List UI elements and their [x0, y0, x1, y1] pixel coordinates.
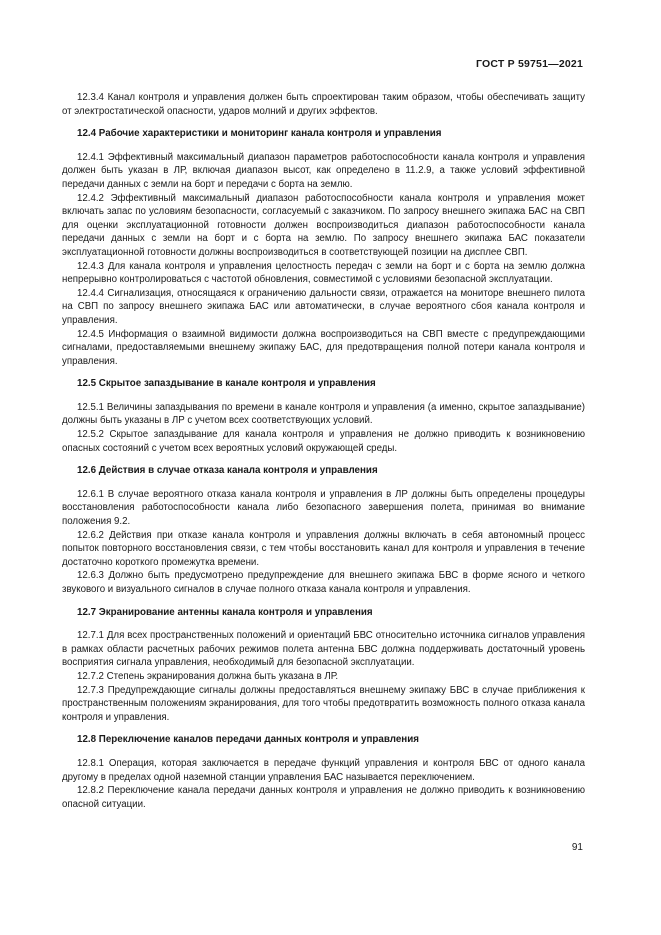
page-number: 91: [571, 842, 583, 853]
paragraph-12-6-1: 12.6.1 В случае вероятного отказа канала контроля и управления в ЛР должны быть определены процедуры восстановления работоспособности канала либо безопасного завершения полета, принимая во внимание положения 9.2.: [62, 488, 585, 528]
paragraph-12-4-5: 12.4.5 Информация о взаимной видимости должна воспроизводиться на СВП вместе с предупреждающими сигналами, предоставляемыми внешнему экипажу БАС, для предотвращения полной потери канала контроля и управления.: [62, 328, 585, 367]
paragraph-12-7-3: 12.7.3 Предупреждающие сигналы должны предоставляться внешнему экипажу БВС в случае приближения к пространственным положениям экранирования, для того чтобы предотвратить возможность полного отказа канала контроля и управления.: [62, 684, 585, 723]
paragraph-12-5-1: 12.5.1 Величины запаздывания по времени в канале контроля и управления (а именно, скрытое запаздывание) должны быть указаны в ЛР с учетом всех соответствующих условий.: [62, 401, 585, 427]
paragraph-12-8-2: 12.8.2 Переключение канала передачи данных контроля и управления не должно приводить к возникновению опасной ситуации.: [62, 785, 585, 810]
section-heading-12-6: 12.6 Действия в случае отказа канала контроля и управления: [77, 465, 378, 477]
section-heading-12-5: 12.5 Скрытое запаздывание в канале контроля и управления: [77, 378, 376, 390]
paragraph-12-7-1: 12.7.1 Для всех пространственных положений и ориентаций БВС относительно источника сигналов управления в рамках области расчетных рабочих режимов полета антенна БВС должна поддерживать достаточный уровень восприятия сигнала управления, необходимый для безопасной эксплуатации.: [62, 630, 585, 669]
paragraph-12-7-2: 12.7.2 Степень экранирования должна быть указана в ЛР.: [77, 670, 339, 682]
section-heading-12-8: 12.8 Переключение каналов передачи данных контроля и управления: [77, 734, 419, 746]
paragraph-12-8-1: 12.8.1 Операция, которая заключается в передаче функций управления и контроля БВС от одного канала другому в пределах одной наземной станции управления БАС называется переключением.: [62, 757, 585, 783]
paragraph-12-5-2: 12.5.2 Скрытое запаздывание для канала контроля и управления не должно приводить к возникновению опасных состояний с учетом всех вероятных условий окружающей среды.: [62, 429, 585, 454]
paragraph-12-4-2: 12.4.2 Эффективный максимальный диапазон работоспособности канала контроля и управления может включать запас по условиям безопасности, согласуемый с заказчиком. По запросу внешнего экипажа БАС на СВП для оценки эксплуатационной готовности должен воспроизводиться диапазон работоспособности канала передачи данных с земли на борт и с борта на землю. По запросу внешнего экипажа БАС показатели эксплуатационной готовности должны воспроизводиться в соответствующей позиции на дисплее СВП.: [62, 192, 585, 258]
paragraph-12-6-2: 12.6.2 Действия при отказе канала контроля и управления должны включать в себя автономный процесс попыток повторного восстановления связи, с тем чтобы восстановить канал для контроля и управления в течение достаточно короткого промежутка времени.: [62, 529, 585, 568]
paragraph-12-6-3: 12.6.3 Должно быть предусмотрено предупреждение для внешнего экипажа БВС в форме ясного и четкого звукового и визуального сигналов в случае полного отказа канала контроля и управления.: [62, 570, 585, 595]
page-content: [62, 91, 585, 811]
paragraph-12-4-3: 12.4.3 Для канала контроля и управления целостность передач с земли на борт и с борта на землю должна непрерывно контролироваться с частотой обновления, совместимой с условиями безопасной эксплуатации.: [62, 260, 585, 286]
section-heading-12-7: 12.7 Экранирование антенны канала контроля и управления: [77, 606, 373, 618]
paragraph-12-4-4: 12.4.4 Сигнализация, относящаяся к ограничению дальности связи, отражается на мониторе внешнего пилота на СВП по запросу внешнего экипажа БАС или автоматически, в случае вероятного сбоя канала контроля и управления.: [62, 287, 585, 326]
paragraph-12-4-1: 12.4.1 Эффективный максимальный диапазон параметров работоспособности канала контроля и управления должен быть указан в ЛР, включая диапазон высот, как определено в 11.2.9, а также условий эффективной передачи данных с земли на борт и передачи с борта на землю.: [62, 151, 585, 190]
document-header: ГОСТ Р 59751—2021: [475, 58, 583, 70]
section-heading-12-4: 12.4 Рабочие характеристики и мониторинг канала контроля и управления: [77, 128, 442, 140]
paragraph-12-3-4: 12.3.4 Канал контроля и управления должен быть спроектирован таким образом, чтобы обеспечивать защиту от электростатической опасности, ударов молний и других эффектов.: [62, 92, 585, 117]
